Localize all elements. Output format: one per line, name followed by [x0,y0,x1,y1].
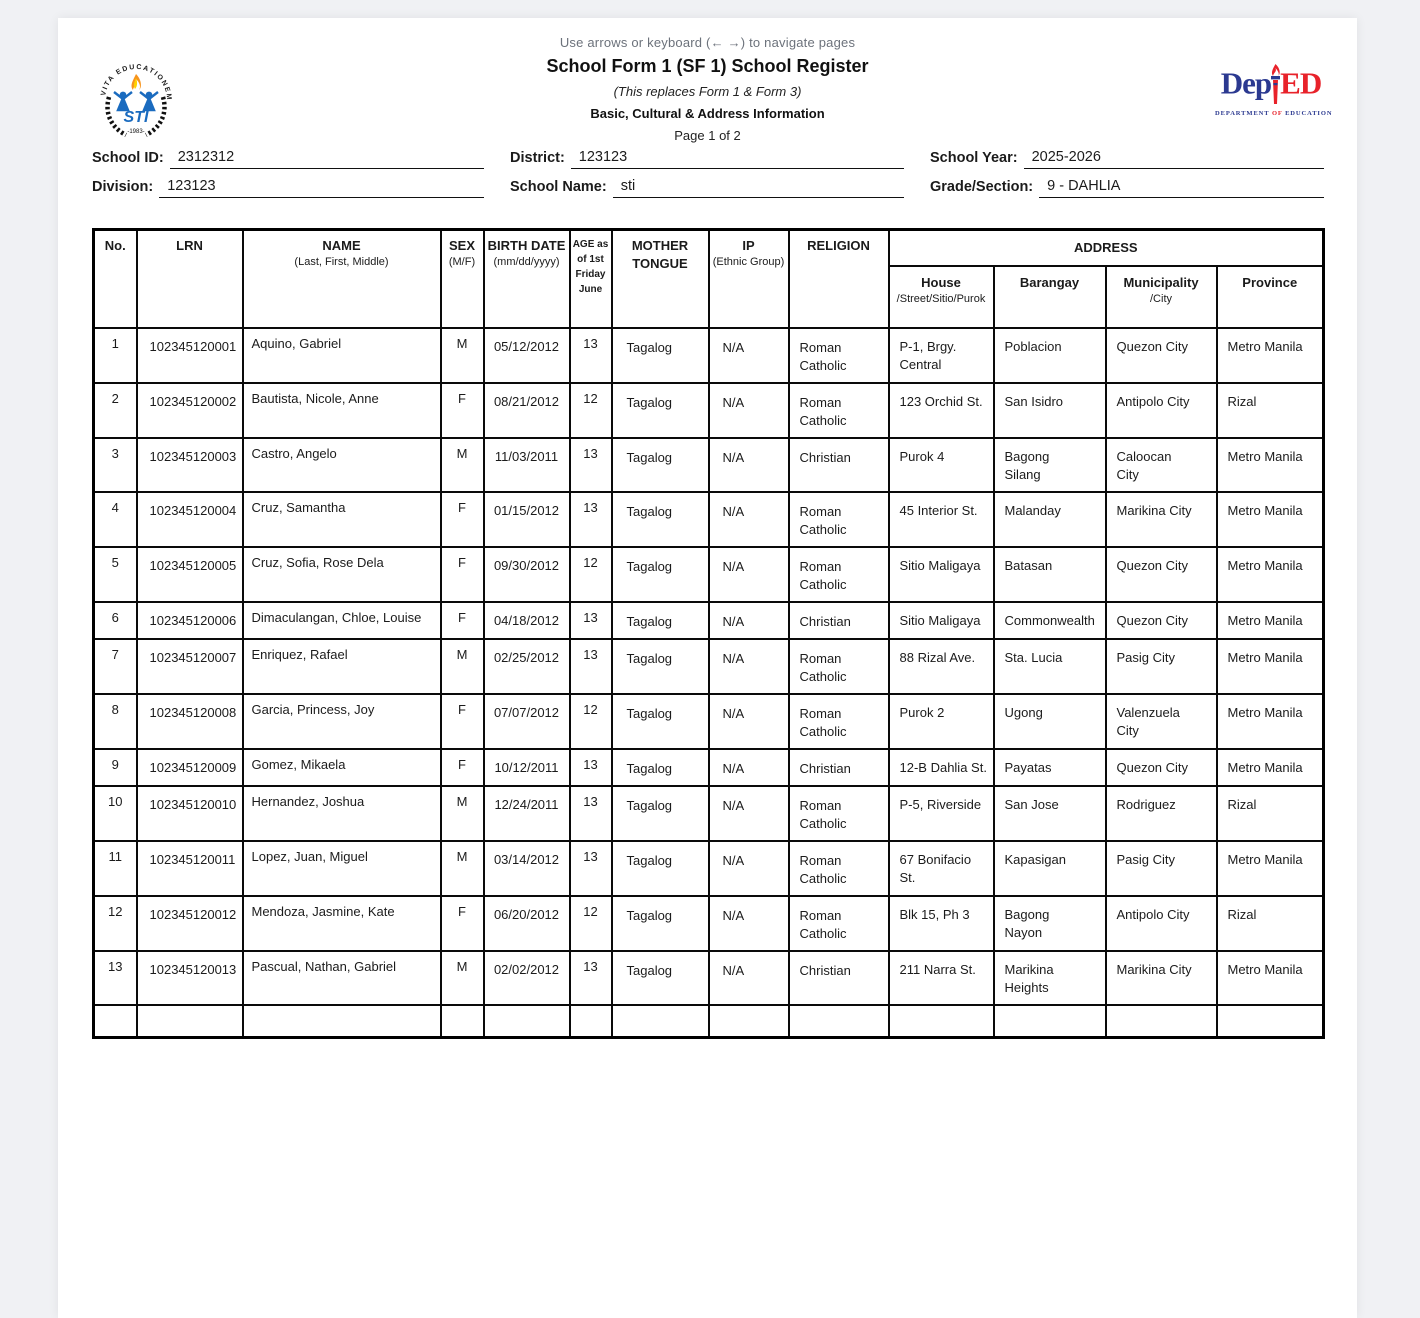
cell-age [570,1005,612,1038]
cell-ip: N/A [709,438,789,492]
cell-lrn: 102345120004 [137,492,243,547]
cell-lrn: 102345120009 [137,749,243,786]
field-school-id [92,149,510,169]
field-district [510,149,930,169]
field-school-year [930,149,1324,169]
cell-ip: N/A [709,749,789,786]
cell-house: P-5, Riverside [889,786,994,841]
cell-ip: N/A [709,383,789,438]
cell-lrn: 102345120008 [137,694,243,749]
cell-no: 6 [94,602,137,639]
cell-lrn: 102345120013 [137,951,243,1005]
cell-mother-tongue: Tagalog [612,951,709,1005]
cell-sex: F [441,749,484,786]
cell-religion: Roman Catholic [789,841,889,896]
cell-barangay: San Jose [994,786,1106,841]
cell-lrn [137,1005,243,1038]
sti-year: -1983- [127,129,145,135]
cell-religion: Roman Catholic [789,383,889,438]
cell-house: P-1, Brgy. Central [889,328,994,383]
cell-house: Blk 15, Ph 3 [889,896,994,951]
cell-barangay: Malanday [994,492,1106,547]
cell-house: Purok 2 [889,694,994,749]
cell-no [94,1005,137,1038]
division-label: Division: [92,179,154,195]
cell-house: Sitio Maligaya [889,602,994,639]
cell-mother-tongue: Tagalog [612,383,709,438]
cell-age: 13 [570,328,612,383]
cell-province: Metro Manila [1217,951,1324,1005]
cell-religion: Roman Catholic [789,786,889,841]
cell-no: 8 [94,694,137,749]
cell-religion: Roman Catholic [789,547,889,602]
cell-mother-tongue: Tagalog [612,639,709,694]
school-id-label: School ID: [92,150,164,166]
cell-name: Lopez, Juan, Miguel [243,841,441,896]
form-section-title: Basic, Cultural & Address Information [590,106,825,121]
cell-name [243,1005,441,1038]
cell-age: 13 [570,749,612,786]
cell-municipality: Valenzuela City [1106,694,1217,749]
cell-lrn: 102345120005 [137,547,243,602]
form-title: School Form 1 (SF 1) School Register [546,56,869,76]
cell-municipality: Quezon City [1106,602,1217,639]
cell-province: Metro Manila [1217,841,1324,896]
cell-municipality: Marikina City [1106,492,1217,547]
cell-province: Rizal [1217,383,1324,438]
cell-sex: F [441,602,484,639]
cell-birth-date: 02/02/2012 [484,951,570,1005]
header-age: AGE as of 1st Friday June [570,230,612,328]
cell-sex: F [441,492,484,547]
cell-birth-date: 02/25/2012 [484,639,570,694]
school-id-value: 2312312 [170,149,484,169]
cell-mother-tongue: Tagalog [612,328,709,383]
header-barangay: Barangay [994,266,1106,328]
cell-province [1217,1005,1324,1038]
cell-age: 12 [570,896,612,951]
cell-name: Hernandez, Joshua [243,786,441,841]
field-grade-section [930,178,1324,198]
sti-arc-text: VITA EDUCATIONEM [100,63,173,102]
cell-lrn: 102345120011 [137,841,243,896]
cell-municipality: Quezon City [1106,547,1217,602]
cell-religion [789,1005,889,1038]
header-ip: IP (Ethnic Group) [709,230,789,328]
cell-municipality: Rodriguez [1106,786,1217,841]
cell-barangay: Kapasigan [994,841,1106,896]
student-rows [94,328,1324,1038]
cell-ip: N/A [709,602,789,639]
cell-municipality: Antipolo City [1106,383,1217,438]
sti-monogram: STI [123,109,149,126]
cell-municipality: Quezon City [1106,749,1217,786]
cell-house: 211 Narra St. [889,951,994,1005]
cell-province: Metro Manila [1217,547,1324,602]
cell-sex: M [441,639,484,694]
cell-name: Dimaculangan, Chloe, Louise [243,602,441,639]
cell-barangay: Sta. Lucia [994,639,1106,694]
cell-no: 4 [94,492,137,547]
deped-word-right: ED [1280,65,1322,101]
cell-mother-tongue [612,1005,709,1038]
cell-municipality: Quezon City [1106,328,1217,383]
cell-birth-date: 10/12/2011 [484,749,570,786]
cell-name: Aquino, Gabriel [243,328,441,383]
cell-name: Pascual, Nathan, Gabriel [243,951,441,1005]
school-year-label: School Year: [930,150,1018,166]
cell-mother-tongue: Tagalog [612,841,709,896]
cell-mother-tongue: Tagalog [612,896,709,951]
table-row [94,1005,1324,1038]
cell-ip: N/A [709,896,789,951]
deped-subtitle: DEPARTMENT OF EDUCATION [1215,110,1333,117]
table-row [94,951,1324,1005]
cell-mother-tongue: Tagalog [612,492,709,547]
cell-ip: N/A [709,328,789,383]
cell-barangay: San Isidro [994,383,1106,438]
cell-municipality [1106,1005,1217,1038]
cell-birth-date: 07/07/2012 [484,694,570,749]
cell-name: Gomez, Mikaela [243,749,441,786]
header-birth-date: BIRTH DATE (mm/dd/yyyy) [484,230,570,328]
cell-barangay: Ugong [994,694,1106,749]
cell-lrn: 102345120012 [137,896,243,951]
cell-age: 13 [570,951,612,1005]
cell-province: Metro Manila [1217,438,1324,492]
cell-religion: Roman Catholic [789,896,889,951]
table-row [94,841,1324,896]
table-row [94,749,1324,786]
cell-age: 13 [570,438,612,492]
document-page [58,18,1357,1318]
cell-no: 13 [94,951,137,1005]
cell-no: 2 [94,383,137,438]
cell-birth-date: 04/18/2012 [484,602,570,639]
cell-religion: Christian [789,438,889,492]
cell-house: 123 Orchid St. [889,383,994,438]
cell-name: Cruz, Sofia, Rose Dela [243,547,441,602]
cell-no: 3 [94,438,137,492]
cell-house: 88 Rizal Ave. [889,639,994,694]
cell-house: Purok 4 [889,438,994,492]
form-subtitle: (This replaces Form 1 & Form 3) [613,84,802,99]
cell-sex: M [441,786,484,841]
table-row [94,328,1324,383]
cell-barangay: Marikina Heights [994,951,1106,1005]
table-row [94,383,1324,438]
cell-municipality: Marikina City [1106,951,1217,1005]
cell-house: Sitio Maligaya [889,547,994,602]
cell-age: 12 [570,547,612,602]
cell-name: Enriquez, Rafael [243,639,441,694]
header-no: No. [94,230,137,328]
cell-province: Metro Manila [1217,749,1324,786]
table-row [94,547,1324,602]
cell-birth-date [484,1005,570,1038]
cell-municipality: Antipolo City [1106,896,1217,951]
cell-age: 13 [570,786,612,841]
cell-no: 10 [94,786,137,841]
cell-barangay: Batasan [994,547,1106,602]
cell-birth-date: 11/03/2011 [484,438,570,492]
cell-lrn: 102345120006 [137,602,243,639]
student-register-table [92,228,1325,1039]
cell-no: 5 [94,547,137,602]
cell-age: 13 [570,841,612,896]
cell-barangay [994,1005,1106,1038]
cell-municipality: Pasig City [1106,841,1217,896]
cell-barangay: Commonwealth [994,602,1106,639]
cell-birth-date: 05/12/2012 [484,328,570,383]
grade-section-value: 9 - DAHLIA [1039,178,1324,198]
cell-house: 12-B Dahlia St. [889,749,994,786]
cell-sex: M [441,438,484,492]
cell-birth-date: 09/30/2012 [484,547,570,602]
school-year-value: 2025-2026 [1024,149,1324,169]
cell-house: 67 Bonifacio St. [889,841,994,896]
cell-no: 11 [94,841,137,896]
field-school-name [510,178,930,198]
district-value: 123123 [571,149,904,169]
cell-religion: Christian [789,749,889,786]
cell-lrn: 102345120010 [137,786,243,841]
header-mother-tongue: MOTHER TONGUE [612,230,709,328]
school-name-label: School Name: [510,179,607,195]
cell-province: Metro Manila [1217,694,1324,749]
cell-province: Metro Manila [1217,639,1324,694]
cell-mother-tongue: Tagalog [612,438,709,492]
cell-no: 12 [94,896,137,951]
cell-religion: Roman Catholic [789,694,889,749]
cell-ip: N/A [709,786,789,841]
header-municipality: Municipality /City [1106,266,1217,328]
cell-ip: N/A [709,841,789,896]
cell-age: 13 [570,639,612,694]
cell-birth-date: 08/21/2012 [484,383,570,438]
cell-barangay: Poblacion [994,328,1106,383]
cell-province: Metro Manila [1217,328,1324,383]
cell-barangay: Bagong Silang [994,438,1106,492]
district-label: District: [510,150,565,166]
cell-sex: F [441,383,484,438]
cell-no: 7 [94,639,137,694]
cell-sex: M [441,951,484,1005]
cell-mother-tongue: Tagalog [612,602,709,639]
cell-lrn: 102345120001 [137,328,243,383]
cell-ip: N/A [709,951,789,1005]
deped-word-left: Dep [1220,65,1272,101]
cell-sex: M [441,841,484,896]
cell-lrn: 102345120002 [137,383,243,438]
cell-religion: Roman Catholic [789,328,889,383]
cell-no: 9 [94,749,137,786]
cell-lrn: 102345120003 [137,438,243,492]
school-info-fields [92,149,1324,198]
cell-age: 12 [570,694,612,749]
school-name-value: sti [613,178,904,198]
cell-municipality: Caloocan City [1106,438,1217,492]
cell-province: Rizal [1217,896,1324,951]
cell-barangay: Payatas [994,749,1106,786]
cell-mother-tongue: Tagalog [612,694,709,749]
cell-municipality: Pasig City [1106,639,1217,694]
cell-house: 45 Interior St. [889,492,994,547]
cell-age: 13 [570,602,612,639]
cell-name: Cruz, Samantha [243,492,441,547]
cell-barangay: Bagong Nayon [994,896,1106,951]
cell-sex: F [441,694,484,749]
header-address: ADDRESS [889,230,1324,266]
cell-birth-date: 01/15/2012 [484,492,570,547]
table-row [94,492,1324,547]
cell-name: Garcia, Princess, Joy [243,694,441,749]
page-indicator: Page 1 of 2 [674,128,741,143]
cell-sex [441,1005,484,1038]
grade-section-label: Grade/Section: [930,179,1034,195]
cell-birth-date: 06/20/2012 [484,896,570,951]
cell-ip: N/A [709,492,789,547]
cell-birth-date: 03/14/2012 [484,841,570,896]
cell-age: 13 [570,492,612,547]
cell-sex: F [441,547,484,602]
division-value: 123123 [159,178,484,198]
cell-name: Castro, Angelo [243,438,441,492]
cell-sex: M [441,328,484,383]
cell-religion: Roman Catholic [789,492,889,547]
field-division [92,178,510,198]
table-row [94,896,1324,951]
cell-lrn: 102345120007 [137,639,243,694]
header-religion: RELIGION [789,230,889,328]
cell-province: Rizal [1217,786,1324,841]
cell-religion: Roman Catholic [789,639,889,694]
page-navigation-hint: Use arrows or keyboard (← →) to navigate pages [559,35,856,50]
header-name: NAME (Last, First, Middle) [243,230,441,328]
cell-age: 12 [570,383,612,438]
cell-ip [709,1005,789,1038]
cell-religion: Christian [789,951,889,1005]
table-row [94,786,1324,841]
header-lrn: LRN [137,230,243,328]
table-row [94,639,1324,694]
table-row [94,438,1324,492]
cell-name: Bautista, Nicole, Anne [243,383,441,438]
cell-house [889,1005,994,1038]
cell-sex: F [441,896,484,951]
cell-mother-tongue: Tagalog [612,547,709,602]
cell-ip: N/A [709,547,789,602]
cell-mother-tongue: Tagalog [612,786,709,841]
cell-ip: N/A [709,639,789,694]
table-row [94,602,1324,639]
cell-province: Metro Manila [1217,602,1324,639]
header-province: Province [1217,266,1324,328]
cell-province: Metro Manila [1217,492,1324,547]
header-house: House /Street/Sitio/Purok [889,266,994,328]
cell-no: 1 [94,328,137,383]
table-row [94,694,1324,749]
cell-religion: Christian [789,602,889,639]
cell-birth-date: 12/24/2011 [484,786,570,841]
cell-ip: N/A [709,694,789,749]
header-sex: SEX (M/F) [441,230,484,328]
cell-mother-tongue: Tagalog [612,749,709,786]
cell-name: Mendoza, Jasmine, Kate [243,896,441,951]
